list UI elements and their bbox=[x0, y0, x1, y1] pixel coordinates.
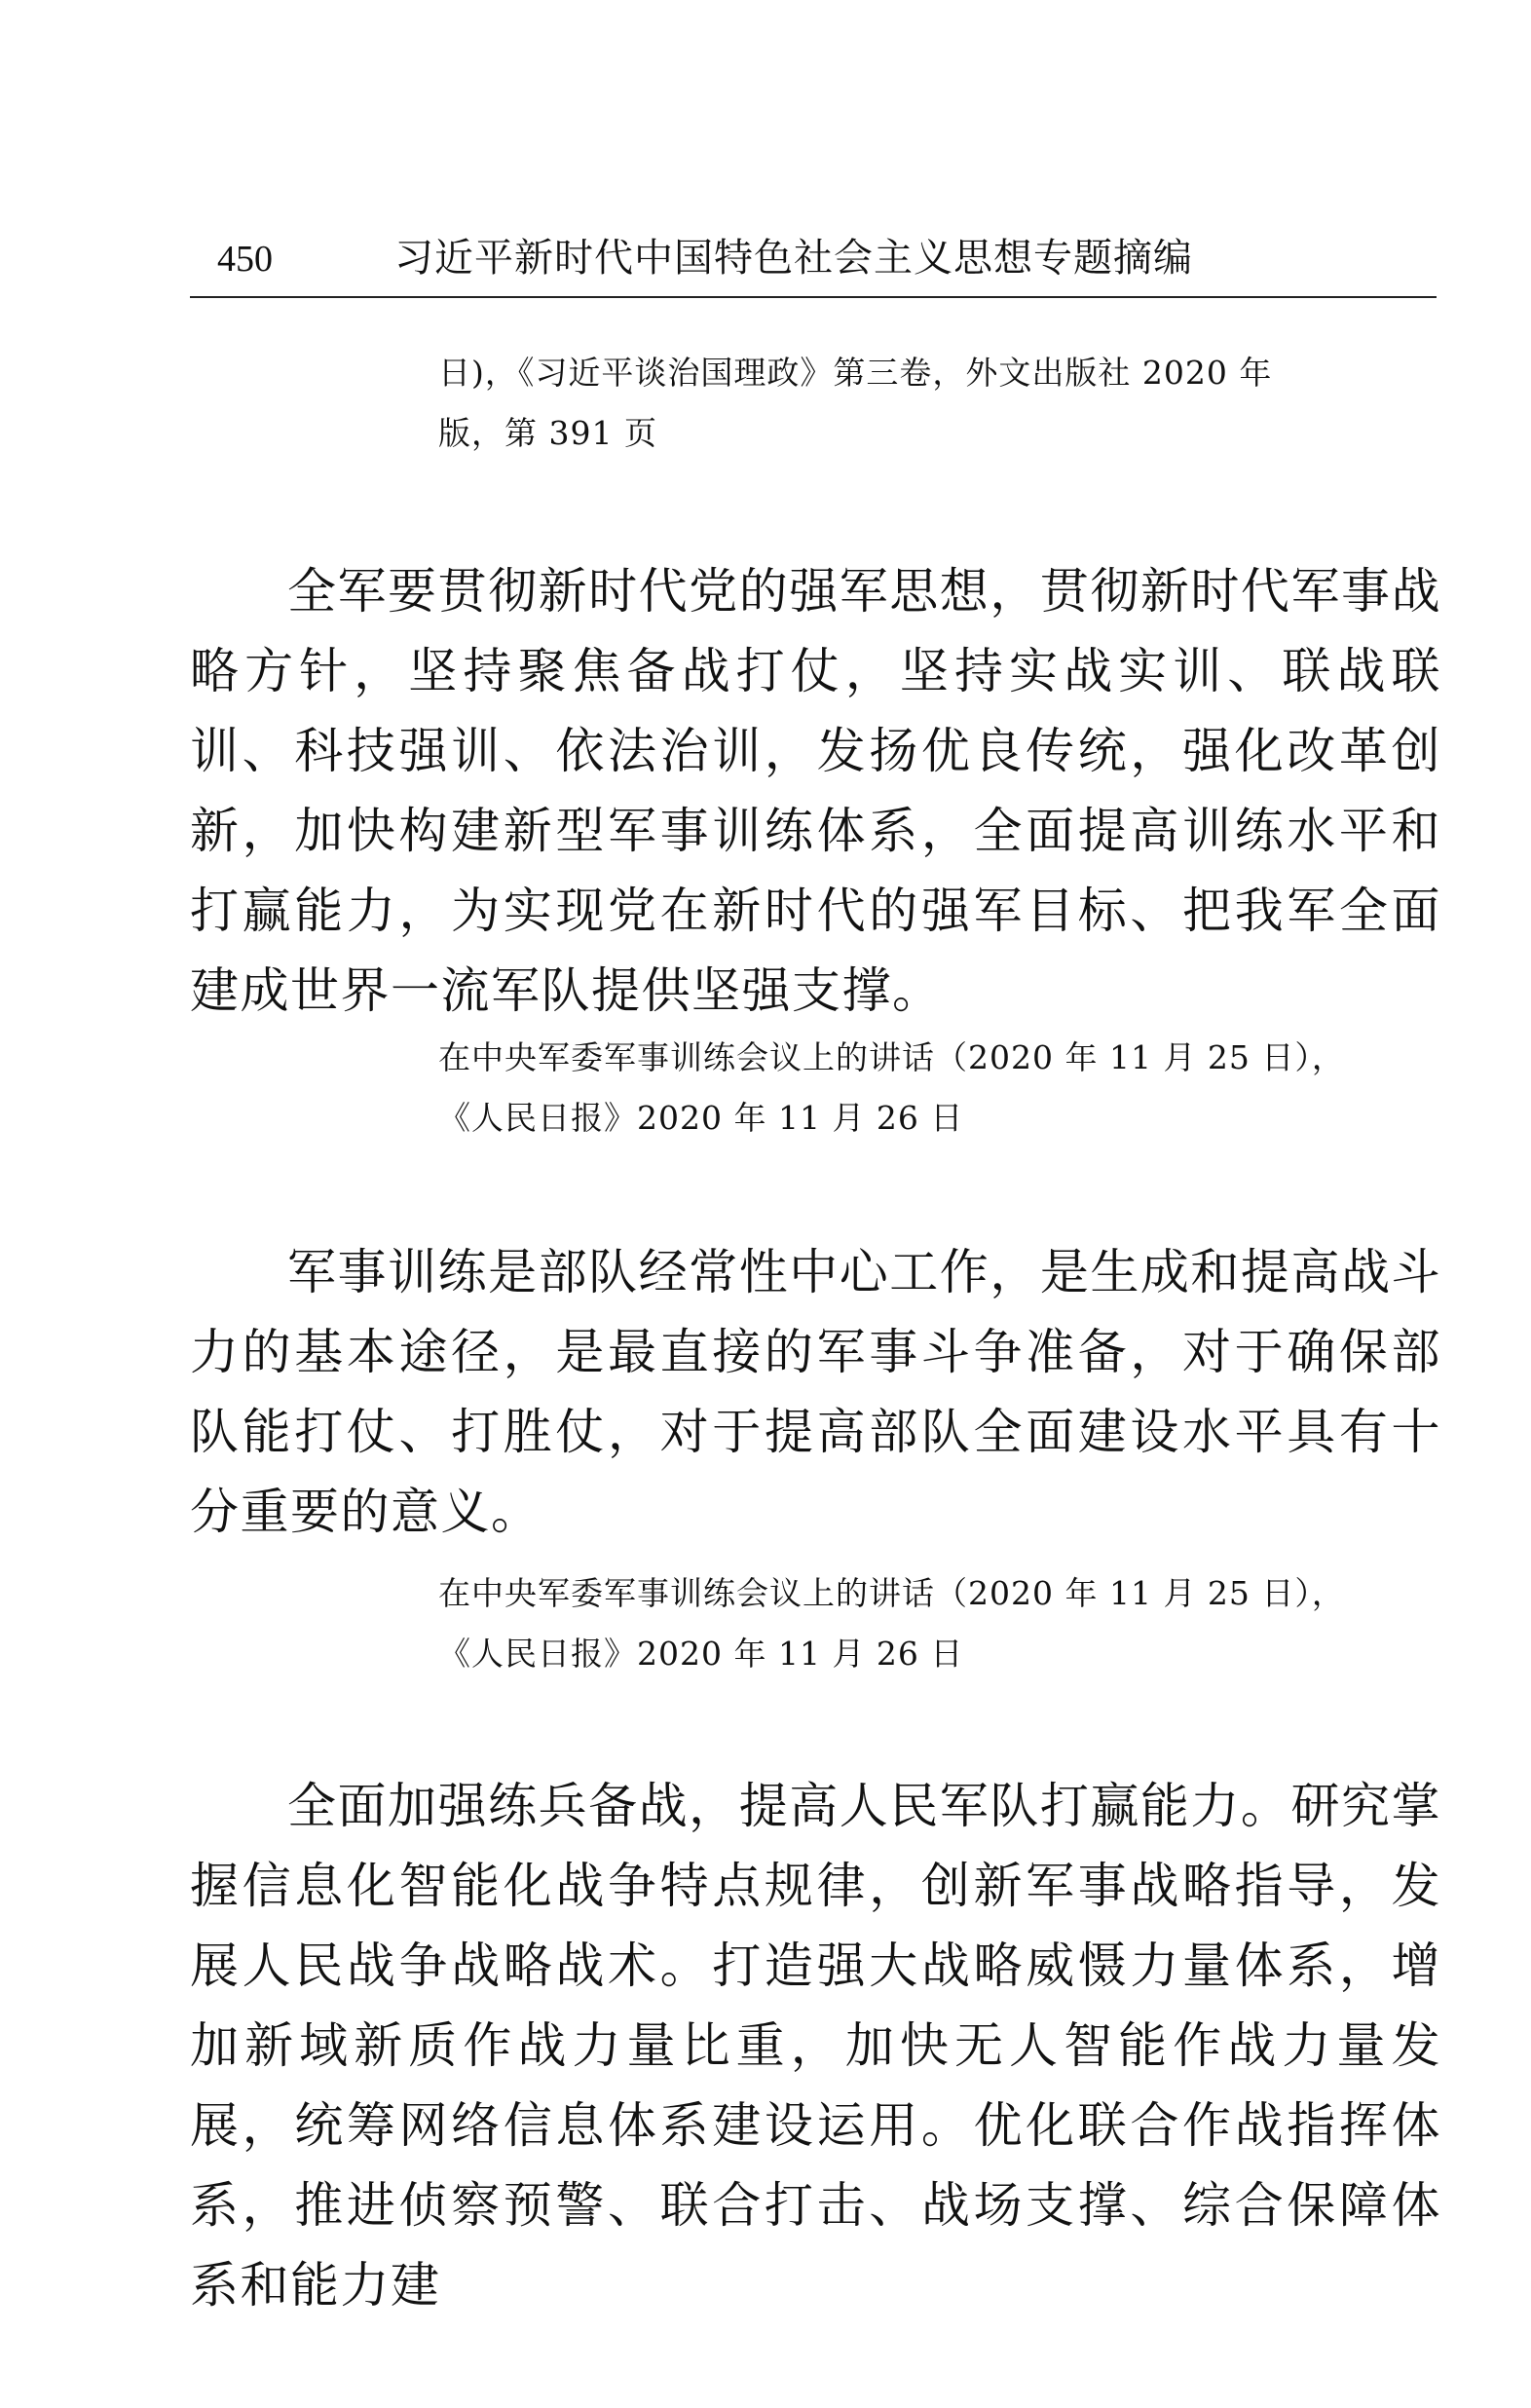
body-paragraph: 军事训练是部队经常性中心工作，是生成和提高战斗力的基本途径，是最直接的军事斗争准备，对于确保部队能打仗、打胜仗，对于提高部队全面建设水平具有十分重要的意义。 bbox=[190, 1244, 1441, 1540]
citation-source bbox=[438, 1563, 1441, 1684]
citation-source bbox=[438, 1028, 1441, 1148]
running-title: 习近平新时代中国特色社会主义思想专题摘编 bbox=[394, 236, 1193, 281]
body-paragraph: 全面加强练兵备战，提高人民军队打赢能力。研究掌握信息化智能化战争特点规律，创新军事战略指导，发展人民战争战略战术。打造强大战略威慑力量体系，增加新域新质作战力量比重，加快无人智能作战力量发展，统筹网络信息体系建设运用。优化联合作战指挥体系，推进侦察预警、联合打击、战场支撑、综合保障体系和能力建 bbox=[190, 1778, 1441, 2314]
citation-line: 《人民日报》2020 年 11 月 26 日 bbox=[438, 1099, 964, 1137]
page-number: 450 bbox=[217, 239, 273, 280]
citation-line: 《人民日报》2020 年 11 月 26 日 bbox=[438, 1635, 964, 1673]
citation-line: 在中央军委军事训练会议上的讲话（2020 年 11 月 25 日）， bbox=[438, 1038, 1345, 1076]
page-header bbox=[190, 226, 1437, 298]
citation-line: 版，第 391 页 bbox=[438, 414, 657, 452]
body-paragraph: 全军要贯彻新时代党的强军思想，贯彻新时代军事战略方针，坚持聚焦备战打仗，坚持实战实训、联战联训、科技强训、依法治训，发扬优良传统，强化改革创新，加快构建新型军事训练体系，全面提高训练水平和打赢能力，为实现党在新时代的强军目标、把我军全面建成世界一流军队提供坚强支撑。 bbox=[190, 563, 1441, 1019]
citation-line: 在中央军委军事训练会议上的讲话（2020 年 11 月 25 日）， bbox=[438, 1574, 1345, 1612]
citation-continued bbox=[438, 343, 1441, 464]
citation-line: 日)，《习近平谈治国理政》第三卷，外文出版社 2020 年 bbox=[438, 354, 1273, 392]
